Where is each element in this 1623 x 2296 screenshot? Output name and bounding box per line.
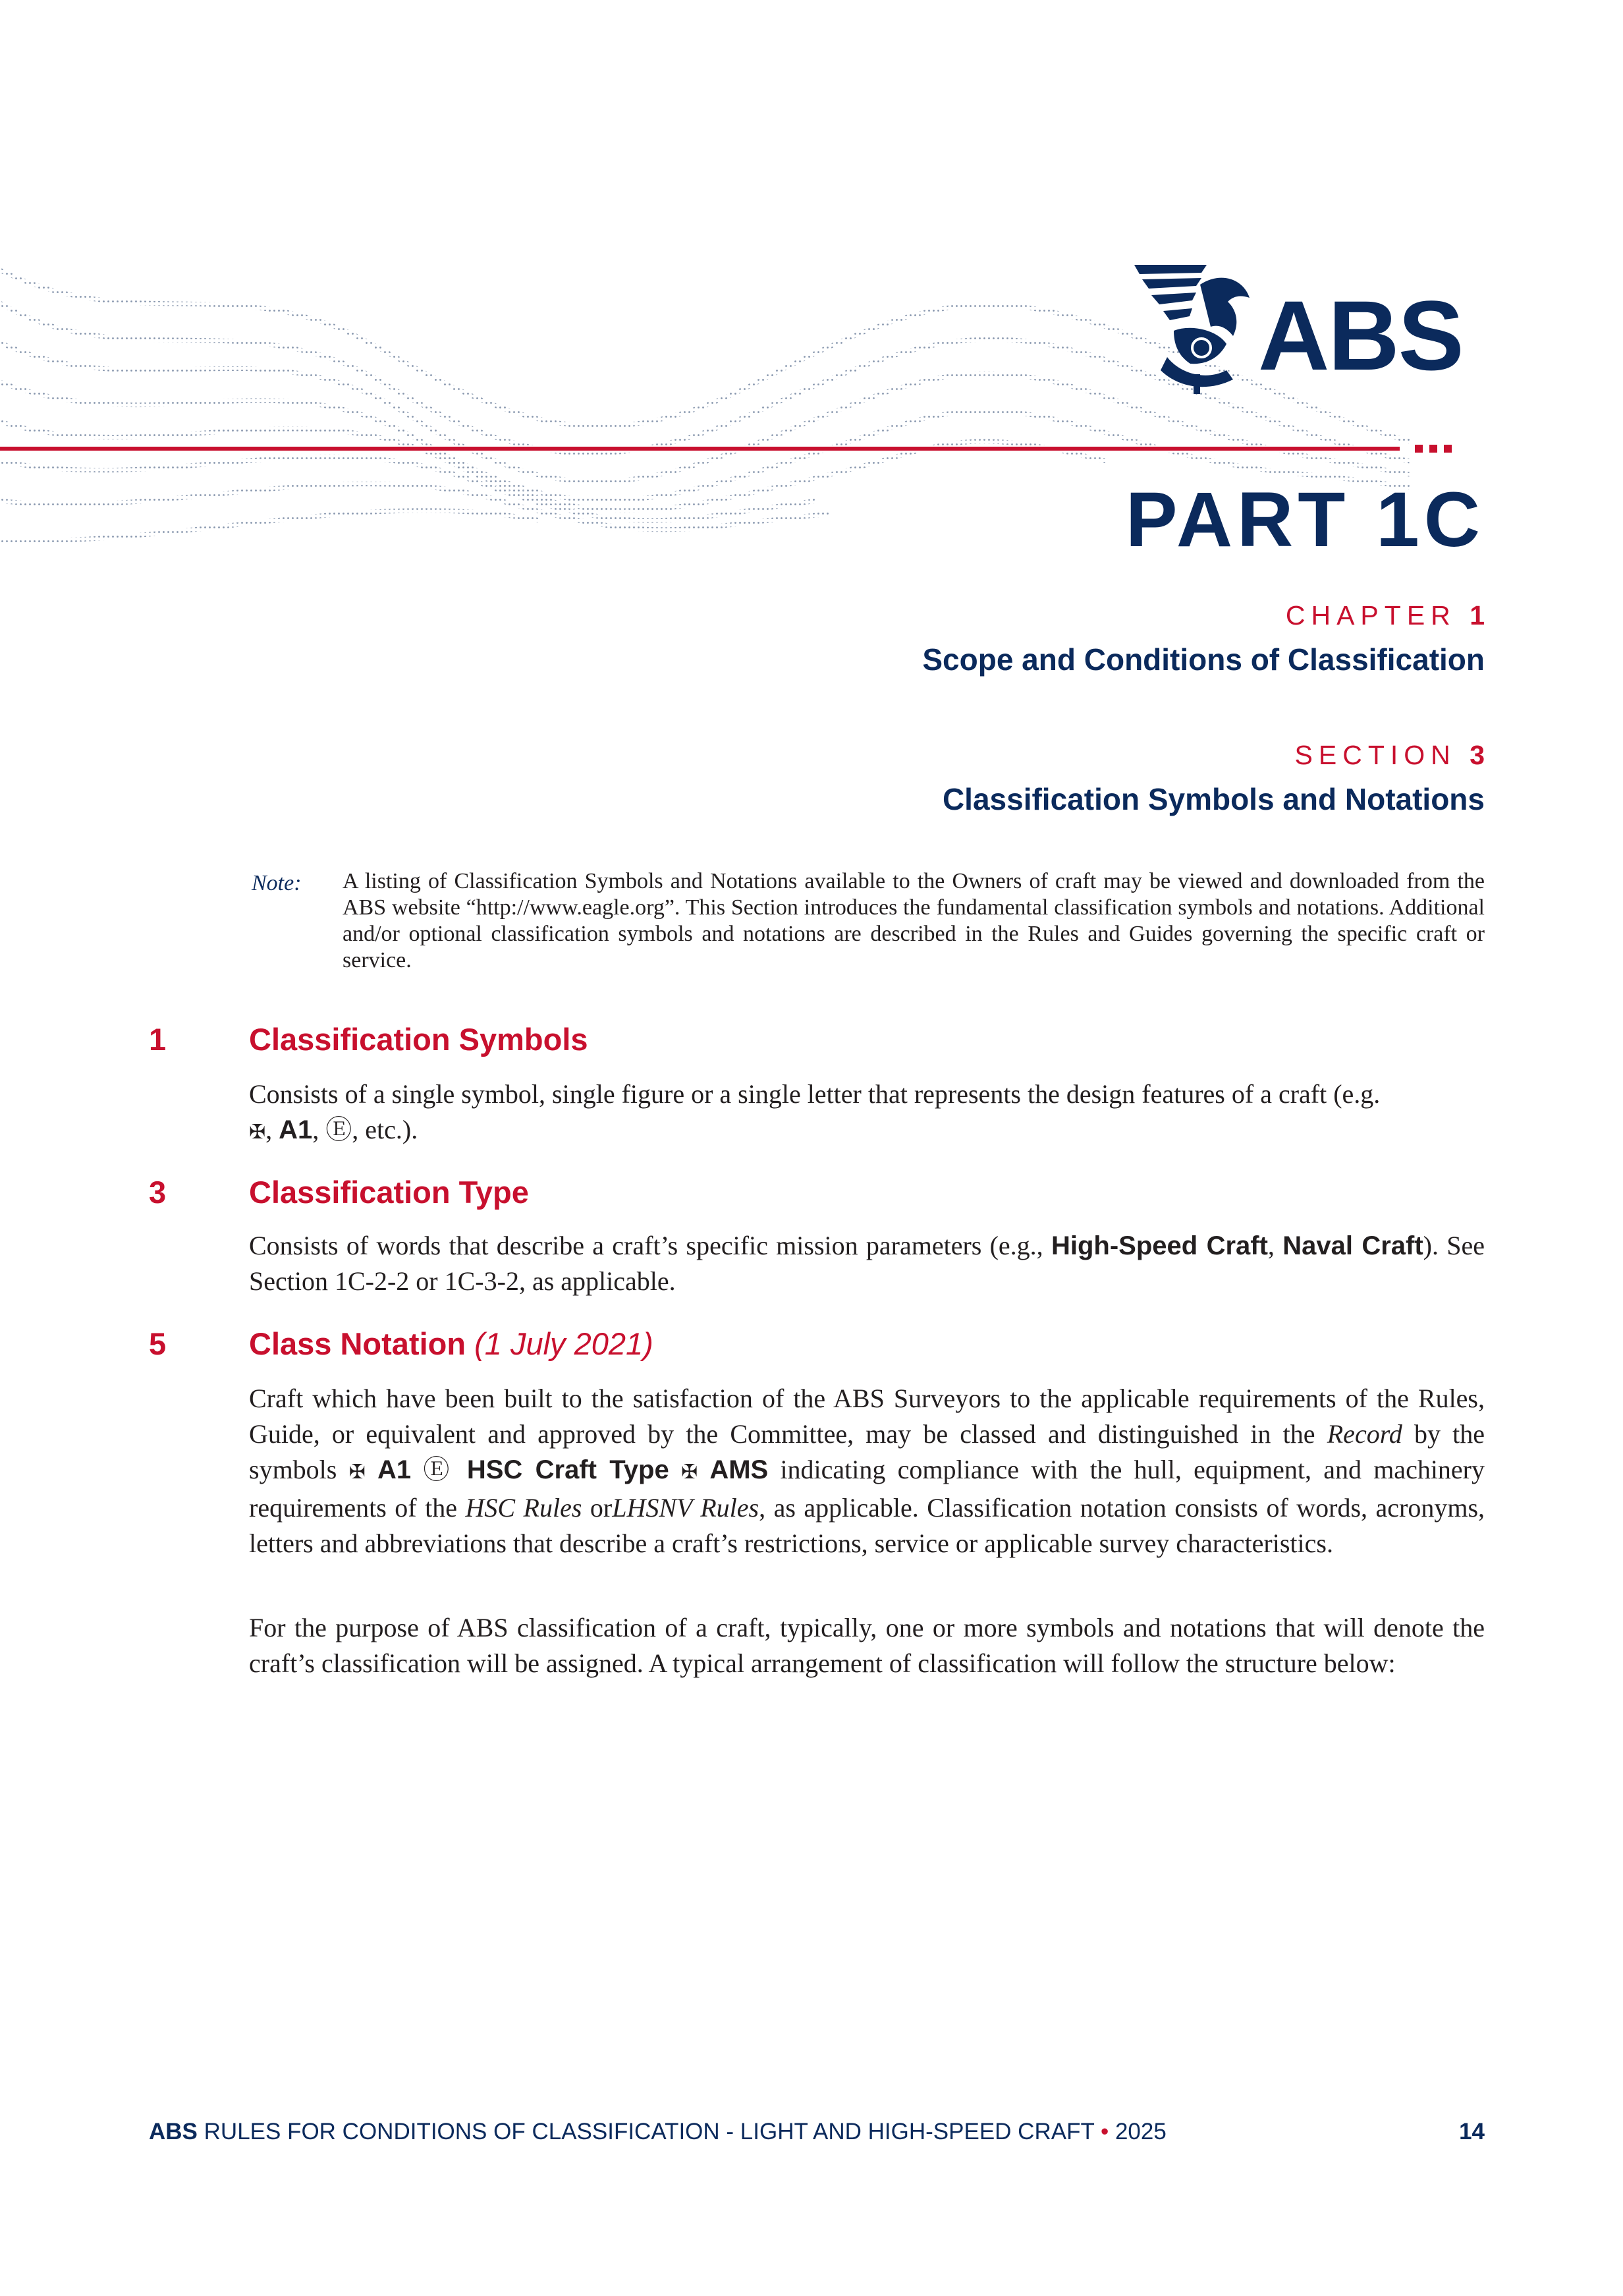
- chapter-number: 1: [1470, 600, 1485, 630]
- header-red-dots: [1415, 444, 1468, 452]
- symbol-circle-e: Ⓔ: [325, 1115, 352, 1145]
- record-term: Record: [1327, 1419, 1402, 1449]
- section-5-text-a: Craft which have been built to the satisfaction of the ABS Surveyors to the applicable requirements of the Rules, Guide, or equivalent and approved by the Committee, may be classed and distinguished in the: [249, 1384, 1485, 1449]
- eagle-emblem-icon: [1128, 258, 1266, 397]
- section-label-text: SECTION: [1294, 740, 1456, 770]
- section-5-text-b: by the symbols: [249, 1419, 1485, 1484]
- section-3-title: Classification Type: [249, 1175, 529, 1210]
- section-3-number: 3: [149, 1175, 167, 1210]
- page-number: 14: [1459, 2119, 1485, 2144]
- notation-naval-craft: Naval Craft: [1282, 1231, 1423, 1260]
- abs-logo: [1128, 258, 1477, 403]
- section-1-title: Classification Symbols: [249, 1022, 588, 1057]
- maltese-cross-icon: ✠: [348, 1461, 366, 1484]
- symbol-hsc-craft-type: HSC Craft Type: [466, 1455, 669, 1484]
- footer-title: RULES FOR CONDITIONS OF CLASSIFICATION - LIGHT AND HIGH-SPEED CRAFT: [204, 2119, 1095, 2144]
- section-5-text-e: , as applicable. Classification notation consists of words, acronyms, letters and abbreviations that describe a craft’s restrictions, service or applicable survey characteristics.: [249, 1493, 1485, 1558]
- lhsnv-rules-term: LHSNV Rules: [612, 1493, 759, 1523]
- section-1-text: Consists of a single symbol, single figure or a single letter that represents the design features of a craft (e.g.: [249, 1079, 1381, 1109]
- page-footer: [149, 2120, 1167, 2143]
- footer-bullet: •: [1100, 2119, 1109, 2144]
- symbol-a1: A1: [279, 1115, 313, 1144]
- logo-wordmark: ABS: [1258, 280, 1463, 391]
- section-5-paragraph-2: For the purpose of ABS classification of a craft, typically, one or more symbols and notations that will denote the craft’s classification will be assigned. A typical arrangement of classification will follow the structure below:: [249, 1613, 1485, 1678]
- section-3-paragraph: Consists of words that describe a craft’s specific mission parameters (e.g., High-Speed Craft, Naval Craft). See Section 1C-2-2 or 1C-3-2, as applicable.: [249, 1231, 1485, 1296]
- hsc-rules-term: HSC Rules: [465, 1493, 582, 1523]
- footer-brand: ABS: [149, 2119, 198, 2144]
- section-title: Classification Symbols and Notations: [942, 782, 1485, 816]
- section-5-date: (1 July 2021): [474, 1326, 653, 1361]
- section-5-title-text: Class Notation: [249, 1326, 466, 1361]
- symbol-circle-e: Ⓔ: [423, 1455, 455, 1485]
- part-title: PART 1C: [1125, 476, 1485, 563]
- symbol-a1: A1: [377, 1455, 412, 1484]
- notation-high-speed-craft: High-Speed Craft: [1051, 1231, 1268, 1260]
- section-5-title: [249, 1328, 653, 1359]
- note-label: Note:: [252, 871, 302, 895]
- section-5-text-c: indicating compliance with the hull, equipment, and machinery requirements of the: [249, 1455, 1485, 1523]
- symbol-ams: AMS: [709, 1455, 769, 1484]
- section-5-paragraph-1: [249, 1381, 1485, 1561]
- section-label: [1295, 742, 1485, 769]
- chapter-label-text: CHAPTER: [1285, 600, 1456, 630]
- footer-year: 2025: [1114, 2119, 1167, 2144]
- header-red-rule: [0, 447, 1400, 451]
- chapter-title: Scope and Conditions of Classification: [922, 642, 1485, 677]
- chapter-label: [1286, 602, 1485, 629]
- note-text: A listing of Classification Symbols and Notations available to the Owners of craft may be viewed and downloaded from the ABS website “http://www.eagle.org”. This Section introduces the fundamental classification symbols and notations. Additional and/or optional classification symbols and notations are described in the Rules and Guides governing the specific craft or service.: [343, 869, 1485, 972]
- section-1-paragraph: Consists of a single symbol, single figure or a single letter that represents the design features of a craft (e.g. ✠, A1, Ⓔ, etc.).: [249, 1079, 1381, 1145]
- section-5-text-d: or: [590, 1493, 613, 1523]
- section-3-text: Consists of words that describe a craft’s specific mission parameters (e.g.,: [249, 1231, 1043, 1260]
- section-1-text-end: , etc.).: [352, 1115, 418, 1144]
- section-number: 3: [1470, 740, 1485, 770]
- maltese-cross-icon: ✠: [249, 1121, 266, 1144]
- section-1-number: 1: [149, 1022, 167, 1057]
- maltese-cross-icon: ✠: [680, 1461, 698, 1484]
- section-3-text-end: ). See Section 1C-2-2 or 1C-3-2, as applicable.: [249, 1231, 1485, 1296]
- section-5-number: 5: [149, 1326, 167, 1361]
